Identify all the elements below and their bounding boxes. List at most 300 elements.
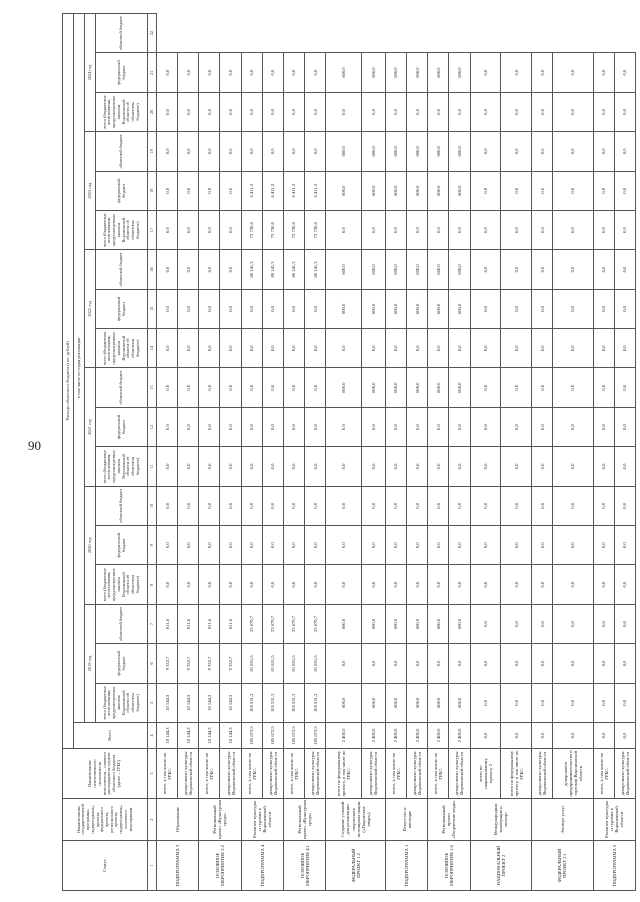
cell-value: 0,0: [157, 486, 178, 525]
cell-value: 0,0: [532, 644, 553, 683]
cell-value: 600,0: [428, 604, 449, 643]
cell-value: 600,0: [407, 132, 428, 171]
table-row: [326, 13, 361, 890]
row-name: Международная кооперация и экспорт: [470, 799, 532, 841]
cell-value: 0,0: [532, 447, 553, 486]
cell-value: 0,0: [553, 92, 593, 131]
cell-value: 0,0: [593, 644, 614, 683]
cell-value: 2 400,0: [449, 723, 470, 749]
cell-value: 0,0: [385, 210, 406, 249]
cell-value: 0,0: [361, 210, 385, 249]
cell-value: 0,0: [283, 53, 304, 92]
cell-value: 0,0: [283, 132, 304, 171]
cell-value: 0,0: [305, 368, 326, 407]
cell-value: 80 141,3: [305, 250, 326, 289]
cell-value: 600,0: [385, 250, 406, 289]
column-number: 15: [148, 289, 157, 328]
cell-value: 0,0: [428, 210, 449, 249]
column-number: 11: [148, 447, 157, 486]
cell-value: 0,0: [532, 289, 553, 328]
cell-value: 0,0: [501, 210, 532, 249]
cell-value: 600,0: [449, 683, 470, 722]
row-status: ПОДПРОГРАММА 1: [385, 841, 427, 891]
cell-value: 0,0: [470, 604, 501, 643]
cell-value: 10 144,3: [178, 683, 199, 722]
cell-value: 0,0: [199, 210, 220, 249]
row-status: ПОДПРОГРАММА 4: [241, 841, 283, 891]
cell-value: 0,0: [614, 526, 635, 565]
cell-value: 185 672,5: [241, 723, 262, 749]
cell-value: 185 672,5: [283, 723, 304, 749]
cell-value: 0,0: [157, 368, 178, 407]
cell-value: 0,0: [428, 644, 449, 683]
cell-value: 0,0: [470, 447, 501, 486]
cell-value: 23 679,7: [283, 604, 304, 643]
cell-value: 0,0: [501, 604, 532, 643]
table-row: [385, 13, 406, 890]
cell-value: 600,0: [407, 171, 428, 210]
cell-value: 9 332,7: [157, 644, 178, 683]
row-status: ПОДПРОГРАММА 2: [157, 841, 199, 891]
row-source: департамент культуры Воронежской области: [305, 749, 326, 799]
cell-value: 0,0: [262, 368, 283, 407]
cell-value: 0,0: [501, 683, 532, 722]
column-number: 4: [148, 723, 157, 749]
cell-value: 600,0: [326, 171, 361, 210]
cell-value: 6 411,3: [241, 171, 262, 210]
cell-value: 0,0: [428, 92, 449, 131]
cell-value: 600,0: [407, 368, 428, 407]
cell-value: 0,0: [199, 329, 220, 368]
cell-value: 600,0: [428, 683, 449, 722]
cell-value: 0,0: [178, 289, 199, 328]
cell-value: 0,0: [361, 407, 385, 446]
cell-value: 0,0: [614, 644, 635, 683]
cell-value: 0,0: [305, 132, 326, 171]
cell-value: 0,0: [305, 407, 326, 446]
row-name: Экспорт услуг: [532, 799, 594, 841]
cell-value: 0,0: [199, 132, 220, 171]
cell-value: 0,0: [199, 289, 220, 328]
cell-value: 0,0: [157, 289, 178, 328]
cell-value: 0,0: [241, 92, 262, 131]
cell-value: 600,0: [326, 289, 361, 328]
cell-value: 6 411,3: [283, 171, 304, 210]
cell-value: 0,0: [614, 604, 635, 643]
column-number: 13: [148, 368, 157, 407]
cell-value: 0,0: [470, 526, 501, 565]
cell-value: 0,0: [220, 53, 241, 92]
cell-value: 0,0: [532, 329, 553, 368]
cell-value: 9 332,7: [220, 644, 241, 683]
row-source: всего, в том числе по ГРБС:: [241, 749, 262, 799]
cell-value: 0,0: [262, 407, 283, 446]
cell-value: 0,0: [385, 486, 406, 525]
column-number: 22: [148, 13, 157, 53]
header-sub-fed: федеральный бюджет: [96, 53, 148, 92]
cell-value: 10 144,3: [220, 723, 241, 749]
cell-value: 0,0: [614, 486, 635, 525]
cell-value: 600,0: [326, 132, 361, 171]
cell-value: 0,0: [553, 250, 593, 289]
cell-value: 0,0: [532, 604, 553, 643]
cell-value: 0,0: [614, 250, 635, 289]
header-year: 2023 год: [85, 132, 96, 250]
cell-value: 0,0: [157, 407, 178, 446]
cell-value: 73 730,0: [241, 210, 262, 249]
cell-value: 80 141,3: [283, 250, 304, 289]
header-program-name: Наименование государственной программы, подпрограммы, проекта, федерального проекта, регионального проекта, подпрограммы, основного мероприятия: [63, 799, 148, 841]
cell-value: 0,0: [614, 53, 635, 92]
cell-value: 0,0: [501, 447, 532, 486]
cell-value: 0,0: [178, 53, 199, 92]
cell-value: 0,0: [553, 604, 593, 643]
cell-value: 0,0: [326, 92, 361, 131]
cell-value: 0,0: [532, 407, 553, 446]
cell-value: 0,0: [385, 565, 406, 604]
cell-value: 0,0: [532, 92, 553, 131]
cell-value: 0,0: [361, 329, 385, 368]
cell-value: 600,0: [407, 604, 428, 643]
cell-value: 0,0: [157, 92, 178, 131]
table-row: [220, 13, 241, 890]
header-sub-fed: федеральный бюджет: [96, 407, 148, 446]
row-source: департамент культуры Воронежской области: [178, 749, 199, 799]
header-sub-reg: областной бюджет: [96, 13, 148, 53]
column-number: 6: [148, 644, 157, 683]
cell-value: 0,0: [501, 407, 532, 446]
cell-value: 0,0: [157, 565, 178, 604]
row-name: Развитие культуры и туризма в Воронежской области: [241, 799, 283, 841]
header-sub-all: всего (бюджетные ассигнования, предусмотренные законом Воронежской области об областном бюджете): [96, 210, 148, 249]
cell-value: 0,0: [614, 289, 635, 328]
cell-value: 0,0: [220, 526, 241, 565]
row-source: всего по федеральному проекту, в том числе по ГРБС:: [326, 749, 361, 799]
cell-value: 600,0: [428, 250, 449, 289]
cell-value: 600,0: [361, 683, 385, 722]
row-source: всего, в том числе по ГРБС:: [593, 749, 614, 799]
row-source: департамент культуры Воронежской области: [361, 749, 385, 799]
cell-value: 0,0: [501, 250, 532, 289]
row-source: всего, в том числе по ГРБС:: [283, 749, 304, 799]
cell-value: 811,6: [199, 604, 220, 643]
cell-value: 600,0: [449, 171, 470, 210]
cell-value: 0,0: [326, 210, 361, 249]
cell-value: 0,0: [593, 486, 614, 525]
cell-value: 0,0: [199, 565, 220, 604]
cell-value: 0,0: [220, 368, 241, 407]
header-sub-fed: федеральный бюджет: [96, 171, 148, 210]
cell-value: 0,0: [428, 407, 449, 446]
cell-value: 0,0: [305, 486, 326, 525]
cell-value: 23 679,7: [262, 604, 283, 643]
cell-value: 0,0: [501, 171, 532, 210]
cell-value: 185 672,5: [305, 723, 326, 749]
cell-value: 0,0: [553, 329, 593, 368]
cell-value: 0,0: [428, 526, 449, 565]
cell-value: 0,0: [262, 486, 283, 525]
cell-value: 0,0: [199, 447, 220, 486]
budget-table: [62, 13, 636, 891]
cell-value: 0,0: [385, 447, 406, 486]
table-row: [199, 13, 220, 890]
cell-value: 0,0: [501, 53, 532, 92]
cell-value: 0,0: [593, 368, 614, 407]
header-year: 2020 год: [85, 486, 96, 604]
cell-value: 0,0: [178, 526, 199, 565]
table-row: [553, 13, 593, 890]
row-source: департамент культуры Воронежской области: [614, 749, 635, 799]
cell-value: 0,0: [470, 368, 501, 407]
cell-value: 0,0: [553, 486, 593, 525]
cell-value: 0,0: [178, 171, 199, 210]
cell-value: 0,0: [470, 250, 501, 289]
header-sub-reg: областной бюджет: [96, 604, 148, 643]
table-row: [593, 13, 614, 890]
cell-value: 0,0: [553, 644, 593, 683]
cell-value: 105 531,2: [283, 683, 304, 722]
cell-value: 0,0: [385, 407, 406, 446]
row-source: департамент культуры Воронежской области: [407, 749, 428, 799]
cell-value: 23 679,7: [241, 604, 262, 643]
cell-value: 73 730,0: [305, 210, 326, 249]
cell-value: 600,0: [407, 250, 428, 289]
cell-value: 10 144,3: [178, 723, 199, 749]
table-row: [262, 13, 283, 890]
cell-value: 9 332,7: [199, 644, 220, 683]
cell-value: 0,0: [178, 368, 199, 407]
row-source: всего по федеральному проекту, в том числе по ГРБС:: [501, 749, 532, 799]
cell-value: 600,0: [326, 53, 361, 92]
row-name: Искусство и наследие: [385, 799, 427, 841]
cell-value: 0,0: [283, 486, 304, 525]
row-name: Образование: [157, 799, 199, 841]
cell-value: 0,0: [199, 486, 220, 525]
cell-value: 2 400,0: [326, 723, 361, 749]
header-year: 2022 год: [85, 250, 96, 368]
cell-value: 0,0: [241, 132, 262, 171]
table-row: [305, 13, 326, 890]
header-sub-reg: областной бюджет: [96, 368, 148, 407]
table-row: [157, 13, 178, 890]
cell-value: 600,0: [385, 683, 406, 722]
table-row: [361, 13, 385, 890]
cell-value: 0,0: [470, 171, 501, 210]
cell-value: 0,0: [199, 171, 220, 210]
cell-value: 600,0: [449, 132, 470, 171]
cell-value: 600,0: [361, 53, 385, 92]
cell-value: 811,6: [220, 604, 241, 643]
column-number: 12: [148, 407, 157, 446]
header-year: 2024 год: [85, 13, 96, 131]
cell-value: 2 400,0: [428, 723, 449, 749]
cell-value: 0,0: [501, 486, 532, 525]
cell-value: 0,0: [553, 447, 593, 486]
cell-value: 0,0: [385, 644, 406, 683]
header-spending-caption: Расходы областного бюджета (тыс. рублей): [63, 13, 74, 748]
column-number: 17: [148, 210, 157, 249]
cell-value: 600,0: [385, 132, 406, 171]
cell-value: 0,0: [178, 210, 199, 249]
cell-value: 0,0: [305, 526, 326, 565]
page-number: 90: [28, 438, 41, 453]
cell-value: 0,0: [501, 565, 532, 604]
cell-value: 0,0: [305, 329, 326, 368]
header-sub-all: всего (бюджетные ассигнования, предусмотренные законом Воронежской области об областном бюджете): [96, 683, 148, 722]
cell-value: 0,0: [262, 92, 283, 131]
cell-value: 0,0: [283, 565, 304, 604]
cell-value: 600,0: [326, 683, 361, 722]
cell-value: 0,0: [449, 447, 470, 486]
cell-value: 0,0: [157, 329, 178, 368]
cell-value: 0,0: [199, 526, 220, 565]
cell-value: 0,0: [199, 368, 220, 407]
cell-value: 600,0: [428, 53, 449, 92]
cell-value: 0,0: [407, 329, 428, 368]
cell-value: 0,0: [428, 486, 449, 525]
cell-value: 0,0: [532, 250, 553, 289]
header-year: 2019 год: [85, 604, 96, 722]
cell-value: 600,0: [361, 132, 385, 171]
cell-value: 81 851,5: [241, 644, 262, 683]
cell-value: 0,0: [449, 526, 470, 565]
cell-value: 0,0: [305, 289, 326, 328]
cell-value: 0,0: [220, 329, 241, 368]
cell-value: 0,0: [449, 329, 470, 368]
cell-value: 600,0: [361, 289, 385, 328]
cell-value: 0,0: [361, 644, 385, 683]
row-status: ФЕДЕРАЛЬНЫЙ ПРОЕКТ 1.2: [326, 841, 386, 891]
cell-value: 10 144,3: [220, 683, 241, 722]
cell-value: 0,0: [178, 329, 199, 368]
cell-value: 0,0: [241, 486, 262, 525]
row-source: департамент культуры Воронежской области: [262, 749, 283, 799]
cell-value: 0,0: [283, 368, 304, 407]
header-sub-fed: федеральный бюджет: [96, 289, 148, 328]
table-row: [532, 13, 553, 890]
cell-value: 600,0: [385, 604, 406, 643]
cell-value: 0,0: [614, 368, 635, 407]
cell-value: 0,0: [614, 565, 635, 604]
cell-value: 185 672,5: [262, 723, 283, 749]
column-number: 5: [148, 683, 157, 722]
cell-value: 0,0: [157, 171, 178, 210]
cell-value: 600,0: [326, 250, 361, 289]
row-source: всего по национальному проекту 2: [470, 749, 501, 799]
cell-value: 0,0: [614, 723, 635, 749]
cell-value: 0,0: [262, 132, 283, 171]
cell-value: 0,0: [501, 526, 532, 565]
cell-value: 0,0: [262, 447, 283, 486]
cell-value: 0,0: [241, 447, 262, 486]
row-status: ПОДПРОГРАММА 5: [593, 841, 635, 891]
cell-value: 0,0: [220, 289, 241, 328]
cell-value: 600,0: [449, 53, 470, 92]
cell-value: 600,0: [407, 53, 428, 92]
cell-value: 0,0: [532, 565, 553, 604]
cell-value: 10 144,3: [157, 683, 178, 722]
header-total: Всего: [74, 723, 148, 749]
cell-value: 0,0: [593, 407, 614, 446]
column-number: 2: [148, 799, 157, 841]
cell-value: 0,0: [178, 250, 199, 289]
cell-value: 0,0: [241, 407, 262, 446]
cell-value: 0,0: [470, 92, 501, 131]
cell-value: 0,0: [614, 210, 635, 249]
cell-value: 0,0: [593, 723, 614, 749]
cell-value: 0,0: [157, 132, 178, 171]
cell-value: 0,0: [361, 486, 385, 525]
cell-value: 0,0: [553, 683, 593, 722]
column-number: 14: [148, 329, 157, 368]
cell-value: 0,0: [283, 92, 304, 131]
cell-value: 0,0: [428, 447, 449, 486]
header-sub-reg: областной бюджет: [96, 250, 148, 289]
cell-value: 81 851,5: [262, 644, 283, 683]
cell-value: 0,0: [220, 565, 241, 604]
cell-value: 0,0: [593, 565, 614, 604]
row-source: департамент культуры Воронежской области: [449, 749, 470, 799]
row-source: всего, в том числе по ГРБС:: [428, 749, 449, 799]
cell-value: 0,0: [326, 526, 361, 565]
cell-value: 0,0: [305, 447, 326, 486]
cell-value: 80 141,3: [241, 250, 262, 289]
cell-value: 0,0: [614, 132, 635, 171]
table-row: [178, 13, 199, 890]
cell-value: 105 531,2: [262, 683, 283, 722]
cell-value: 0,0: [199, 53, 220, 92]
cell-value: 600,0: [361, 171, 385, 210]
cell-value: 0,0: [449, 210, 470, 249]
cell-value: 6 411,3: [305, 171, 326, 210]
row-status: НАЦИОНАЛЬНЫЙ ПРОЕКТ 2: [470, 841, 532, 891]
column-number: 3: [148, 749, 157, 799]
row-source: всего, в том числе по ГРБС:: [199, 749, 220, 799]
table-row: [449, 13, 470, 890]
cell-value: 0,0: [326, 486, 361, 525]
cell-value: 0,0: [220, 171, 241, 210]
cell-value: 0,0: [199, 250, 220, 289]
cell-value: 0,0: [305, 92, 326, 131]
cell-value: 0,0: [428, 329, 449, 368]
cell-value: 0,0: [470, 132, 501, 171]
cell-value: 0,0: [553, 407, 593, 446]
cell-value: 0,0: [407, 644, 428, 683]
cell-value: 0,0: [532, 486, 553, 525]
row-source: департамент культуры Воронежской области: [532, 749, 553, 799]
column-number: 1: [148, 841, 157, 891]
header-sub-all: всего (бюджетные ассигнования, предусмотренные законом Воронежской области об областном бюджете): [96, 92, 148, 131]
cell-value: 0,0: [241, 368, 262, 407]
cell-value: 0,0: [470, 329, 501, 368]
cell-value: 0,0: [614, 407, 635, 446]
cell-value: 600,0: [428, 171, 449, 210]
cell-value: 0,0: [449, 486, 470, 525]
row-name: Региональный проект «Творческие люди»: [428, 799, 470, 841]
cell-value: 0,0: [501, 644, 532, 683]
cell-value: 600,0: [385, 53, 406, 92]
table-row: [470, 13, 501, 890]
cell-value: 0,0: [532, 53, 553, 92]
cell-value: 600,0: [385, 171, 406, 210]
cell-value: 0,0: [593, 250, 614, 289]
cell-value: 81 851,5: [305, 644, 326, 683]
cell-value: 0,0: [449, 92, 470, 131]
cell-value: 0,0: [262, 289, 283, 328]
column-number: 18: [148, 171, 157, 210]
cell-value: 0,0: [470, 289, 501, 328]
cell-value: 0,0: [157, 447, 178, 486]
